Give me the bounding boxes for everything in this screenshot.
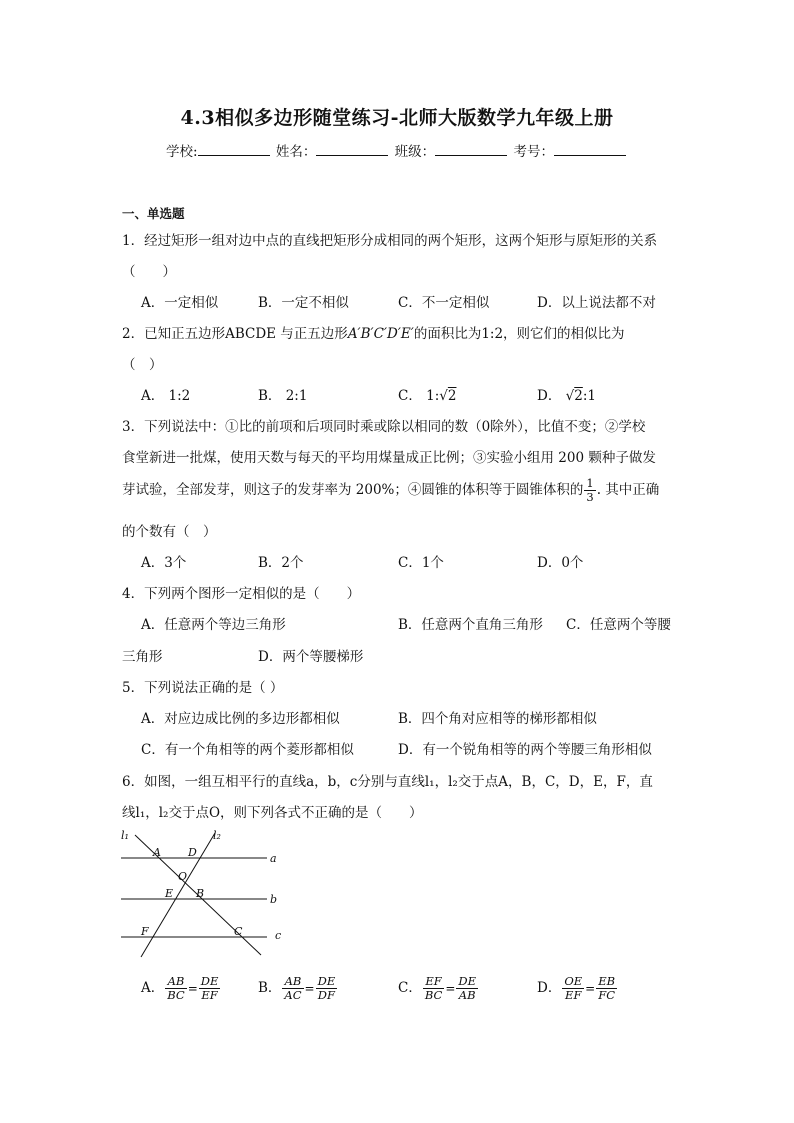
- name-blank[interactable]: [316, 143, 388, 156]
- q2-option-c-text: C． 1:: [398, 388, 440, 404]
- q5-stem-line1: 5．下列说法正确的是（ ）: [122, 680, 284, 696]
- fraction-denominator: 3: [586, 490, 594, 504]
- equals-sign: =: [187, 981, 198, 996]
- q3-option-b[interactable]: B．2个: [258, 555, 304, 571]
- class-blank[interactable]: [435, 143, 507, 156]
- q6-option-a[interactable]: [141, 975, 221, 1002]
- q2-option-d-text: D．: [537, 388, 566, 404]
- q4-option-c-cont: 三角形: [122, 649, 163, 665]
- q3-stem-line1: 3．下列说法中：①比的前项和后项同时乘或除以相同的数（0除外），比值不变；②学校: [122, 419, 646, 435]
- label-point-b: B: [196, 887, 205, 900]
- q6-option-d[interactable]: [537, 975, 618, 1002]
- label-point-o: O: [178, 870, 188, 883]
- fraction: [423, 975, 444, 1002]
- q3-option-d[interactable]: D．0个: [537, 555, 584, 571]
- fraction-numerator: EF: [423, 975, 444, 989]
- q1-option-c[interactable]: C．不一定相似: [398, 295, 490, 311]
- q6-option-b[interactable]: [258, 975, 338, 1002]
- q6-stem-line2: 线l₁，l₂交于点O，则下列各式不正确的是（ ）: [122, 805, 423, 821]
- q3-stem-line4: 的个数有（ ）: [122, 524, 217, 540]
- fraction: [316, 975, 338, 1002]
- fraction: [562, 975, 584, 1002]
- q6-stem-line1: 6．如图，一组互相平行的直线a，b，c分别与直线l₁，l₂交于点A，B，C，D，E，F，直: [122, 774, 653, 790]
- label-point-c: C: [234, 925, 243, 938]
- q3-stem-line3-part1: 芽试验，全部发芽，则这子的发芽率为 200%；④圆锥的体积等于圆锥体积的: [122, 482, 584, 498]
- exam-no-blank[interactable]: [554, 143, 626, 156]
- label-b: b: [270, 893, 278, 906]
- fraction-denominator: AB: [458, 988, 476, 1002]
- label-l2: l₂: [213, 829, 221, 842]
- q3-stem-line3-part2: . 其中正确: [596, 482, 660, 498]
- q1-option-d[interactable]: D．以上说法都不对: [537, 295, 656, 311]
- fraction-numerator: AB: [282, 975, 303, 989]
- equals-sign: =: [585, 981, 596, 996]
- q4-option-b[interactable]: B．任意两个直角三角形: [398, 617, 543, 633]
- sqrt-icon: √: [565, 388, 575, 404]
- school-label: 学校:: [166, 144, 198, 160]
- equals-sign: =: [445, 981, 456, 996]
- fraction-denominator: AC: [284, 988, 302, 1002]
- q2-option-d-tail: :1: [582, 388, 596, 404]
- sqrt-icon: √: [439, 388, 448, 404]
- q5-option-d[interactable]: D．有一个锐角相等的两个等腰三角形相似: [398, 742, 652, 758]
- fraction-numerator: 1: [586, 476, 594, 490]
- q1-stem-line1: 1．经过矩形一组对边中点的直线把矩形分成相同的两个矩形，这两个矩形与原矩形的关系: [122, 233, 658, 249]
- q2-option-b[interactable]: B． 2:1: [258, 388, 308, 404]
- section-title: 一、单选题: [122, 206, 185, 221]
- q4-option-a[interactable]: A．任意两个等边三角形: [141, 617, 286, 633]
- fraction-numerator: DE: [458, 974, 476, 988]
- label-a: a: [270, 852, 277, 865]
- q2-option-c[interactable]: [398, 384, 456, 404]
- q5-option-a[interactable]: A．对应边成比例的多边形都相似: [141, 711, 340, 727]
- fraction-numerator: DE: [200, 974, 219, 988]
- label-c: c: [275, 929, 282, 942]
- q2-stem-part1: 2．已知正五边形ABCDE 与正五边形: [122, 326, 348, 342]
- q3-option-c[interactable]: C．1个: [398, 555, 444, 571]
- q5-option-c[interactable]: C．有一个角相等的两个菱形都相似: [141, 742, 354, 758]
- fraction: [596, 975, 617, 1002]
- q2-stem-line1: [122, 322, 625, 342]
- q6-option-c[interactable]: [398, 975, 479, 1002]
- parallel-lines-figure: [115, 825, 295, 960]
- q4-stem-line1: 4．下列两个图形一定相似的是（ ）: [122, 586, 361, 602]
- fraction-denominator: EF: [201, 988, 218, 1002]
- q3-option-a[interactable]: A．3个: [141, 555, 187, 571]
- label-l1: l₁: [121, 829, 129, 842]
- q1-stem-line2: （ ）: [122, 264, 176, 280]
- q3-stem-line3: [122, 477, 659, 504]
- q1-option-a[interactable]: A．一定相似: [141, 295, 219, 311]
- q2-option-c-root: 2: [447, 388, 457, 404]
- q2-option-d[interactable]: [537, 384, 596, 404]
- fraction-numerator: AB: [165, 975, 186, 989]
- q4-option-d[interactable]: D．两个等腰梯形: [258, 649, 364, 665]
- page-title: 4.3相似多边形随堂练习-北师大版数学九年级上册: [180, 107, 614, 129]
- fraction-numerator: OE: [564, 974, 583, 988]
- fraction-denominator: BC: [167, 988, 185, 1002]
- fraction: [165, 975, 186, 1002]
- q3-stem-line2: 食堂新进一批煤，使用天数与每天的平均用煤量成正比例；③实验小组用 200 颗种子做发: [122, 450, 656, 466]
- fraction: [199, 975, 221, 1002]
- label-point-e: E: [165, 887, 174, 900]
- q5-option-b[interactable]: B．四个角对应相等的梯形都相似: [398, 711, 597, 727]
- q1-option-b[interactable]: B．一定不相似: [258, 295, 349, 311]
- fraction-numerator: EB: [598, 974, 616, 988]
- fraction-denominator: FC: [598, 988, 616, 1002]
- q6-option-c-letter: C．: [398, 980, 422, 996]
- label-point-a: A: [153, 846, 161, 859]
- fraction-one-third: [584, 477, 595, 504]
- fraction-denominator: EF: [565, 988, 582, 1002]
- exam-no-label: 考号：: [513, 144, 554, 160]
- school-blank[interactable]: [198, 143, 270, 156]
- fraction-numerator: DE: [317, 974, 336, 988]
- q4-option-c[interactable]: C．任意两个等腰: [566, 617, 671, 633]
- fraction: [456, 975, 478, 1002]
- label-point-f: F: [141, 925, 149, 938]
- student-info-row: [0, 140, 794, 160]
- equals-sign: =: [304, 981, 315, 996]
- fraction-denominator: BC: [424, 988, 443, 1002]
- q2-stem-part2: 的面积比为1:2，则它们的相似比为: [413, 326, 625, 342]
- q2-option-d-root: 2: [574, 388, 583, 404]
- q6-option-b-letter: B．: [258, 980, 282, 996]
- q2-stem-math: A′B′C′D′E′: [347, 326, 414, 342]
- label-point-d: D: [188, 846, 197, 859]
- name-label: 姓名：: [275, 144, 317, 160]
- fraction: [282, 975, 303, 1002]
- class-label: 班级：: [394, 144, 436, 160]
- fraction-denominator: DF: [317, 988, 335, 1002]
- q2-option-a[interactable]: A． 1:2: [141, 388, 191, 404]
- q6-option-d-letter: D．: [537, 980, 562, 996]
- q6-option-a-letter: A．: [141, 980, 165, 996]
- q2-stem-line2: （ ）: [122, 357, 163, 373]
